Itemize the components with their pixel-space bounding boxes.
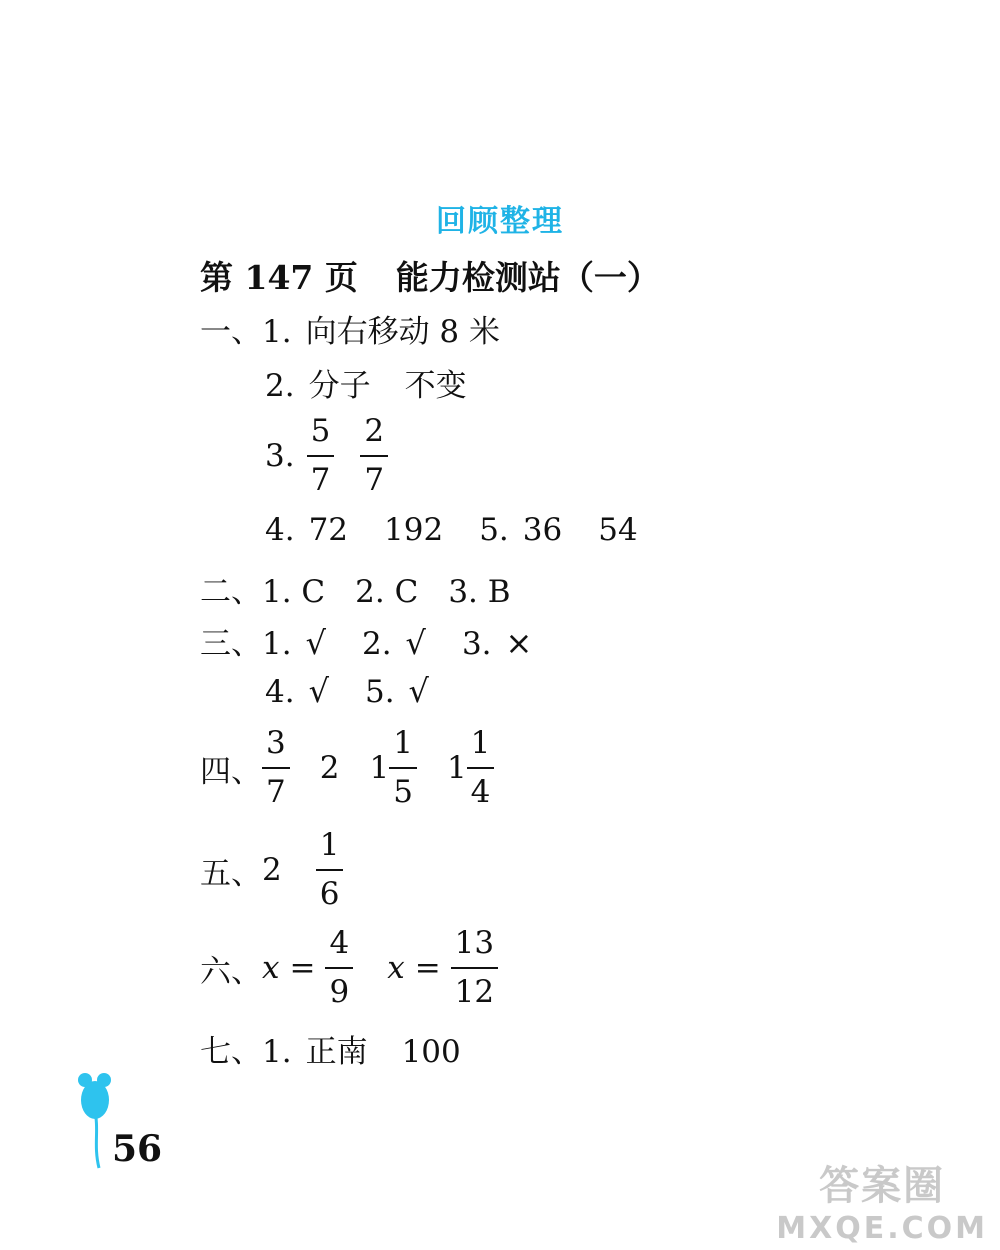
answer-text: 192: [384, 512, 444, 548]
answer-text: 正南: [305, 1034, 368, 1070]
check-mark: √: [308, 672, 329, 710]
part3-row1: [200, 618, 532, 663]
denominator: 12: [454, 974, 495, 1010]
check-mark: √: [305, 624, 326, 662]
numerator: 13: [454, 925, 495, 961]
q-num: 2.: [361, 626, 392, 662]
numerator: 1: [393, 725, 413, 761]
answer-text: 2: [262, 852, 282, 888]
mouse-icon: [76, 1068, 116, 1182]
page-number: 56: [112, 1128, 163, 1170]
part6: [200, 925, 498, 1010]
part7: [200, 1026, 461, 1071]
answer-text: 不变: [404, 368, 467, 404]
q-num: 3.: [461, 626, 492, 662]
denominator: 4: [470, 774, 491, 810]
part6-prefix: 六、: [200, 953, 262, 990]
q-num: 1.: [262, 626, 292, 662]
whole-part: 1: [446, 750, 467, 786]
denominator: 5: [393, 774, 413, 810]
denominator: 7: [266, 774, 286, 810]
part4: [200, 725, 494, 810]
equals-sign: =: [414, 950, 441, 986]
q-num: 3.: [265, 438, 295, 474]
q-num: 5.: [479, 512, 509, 548]
page-label: 第 147 页: [200, 258, 358, 297]
part4-prefix: 四、: [200, 753, 262, 790]
fraction: [467, 725, 495, 810]
answer-text: 54: [598, 512, 638, 548]
answer-text: 分子: [308, 368, 371, 404]
fraction: [360, 413, 388, 498]
answer-text: 100: [401, 1034, 461, 1070]
q-num: 5.: [364, 674, 395, 710]
denominator: 7: [364, 462, 385, 498]
fraction: [325, 925, 353, 1010]
numerator: 5: [310, 413, 331, 449]
whole-part: 1: [369, 750, 390, 786]
fraction: [316, 827, 344, 912]
fraction: [451, 925, 498, 1010]
q-num: 1.: [262, 1034, 292, 1070]
answer-text: 2: [319, 750, 340, 786]
heading-title: 能力检测站（一）: [395, 258, 660, 297]
variable: x: [262, 950, 280, 986]
denominator: 6: [319, 876, 340, 912]
section-title: 回顾整理: [436, 204, 564, 239]
numerator: 4: [329, 925, 350, 961]
part1-q2: [265, 360, 467, 405]
page-heading: [200, 252, 660, 299]
check-mark: √: [405, 624, 426, 662]
part1-q1: [200, 306, 500, 351]
answer-text: 36: [522, 512, 563, 548]
q-num: 2.: [265, 368, 295, 404]
part5-prefix: 五、: [200, 855, 262, 892]
watermark-line2: MXQE.COM: [776, 1211, 988, 1246]
q-num: 4.: [265, 674, 295, 710]
numerator: 1: [470, 725, 491, 761]
fraction: [262, 725, 290, 810]
part2-prefix: 二、: [200, 574, 262, 610]
part1-q4-q5: [265, 512, 638, 548]
check-mark: √: [408, 672, 429, 710]
answer-text: 向右移动 8 米: [305, 314, 501, 350]
fraction: [389, 725, 417, 810]
watermark-line1: 答案圈: [819, 1163, 946, 1209]
part2: [200, 566, 511, 611]
watermark: [776, 1154, 988, 1246]
part7-prefix: 七、: [200, 1034, 262, 1070]
part5: [200, 827, 343, 912]
numerator: 1: [319, 827, 340, 863]
equals-sign: =: [289, 950, 316, 986]
numerator: 3: [266, 725, 286, 761]
cross-mark: ×: [505, 624, 533, 662]
answer-text: 3. B: [448, 574, 511, 610]
denominator: 7: [310, 462, 331, 498]
part3-row2: [265, 672, 429, 710]
part3-prefix: 三、: [200, 626, 262, 662]
q-num: 1.: [262, 314, 292, 350]
part1-prefix: 一、: [200, 314, 262, 350]
q-num: 4.: [265, 512, 295, 548]
numerator: 2: [364, 413, 385, 449]
fraction: [307, 413, 335, 498]
answer-text: 72: [308, 512, 349, 548]
answer-text: 2. C: [355, 574, 419, 610]
denominator: 9: [329, 974, 350, 1010]
part1-q3: [265, 413, 388, 498]
variable: x: [387, 950, 405, 986]
answer-text: 1. C: [262, 574, 326, 610]
